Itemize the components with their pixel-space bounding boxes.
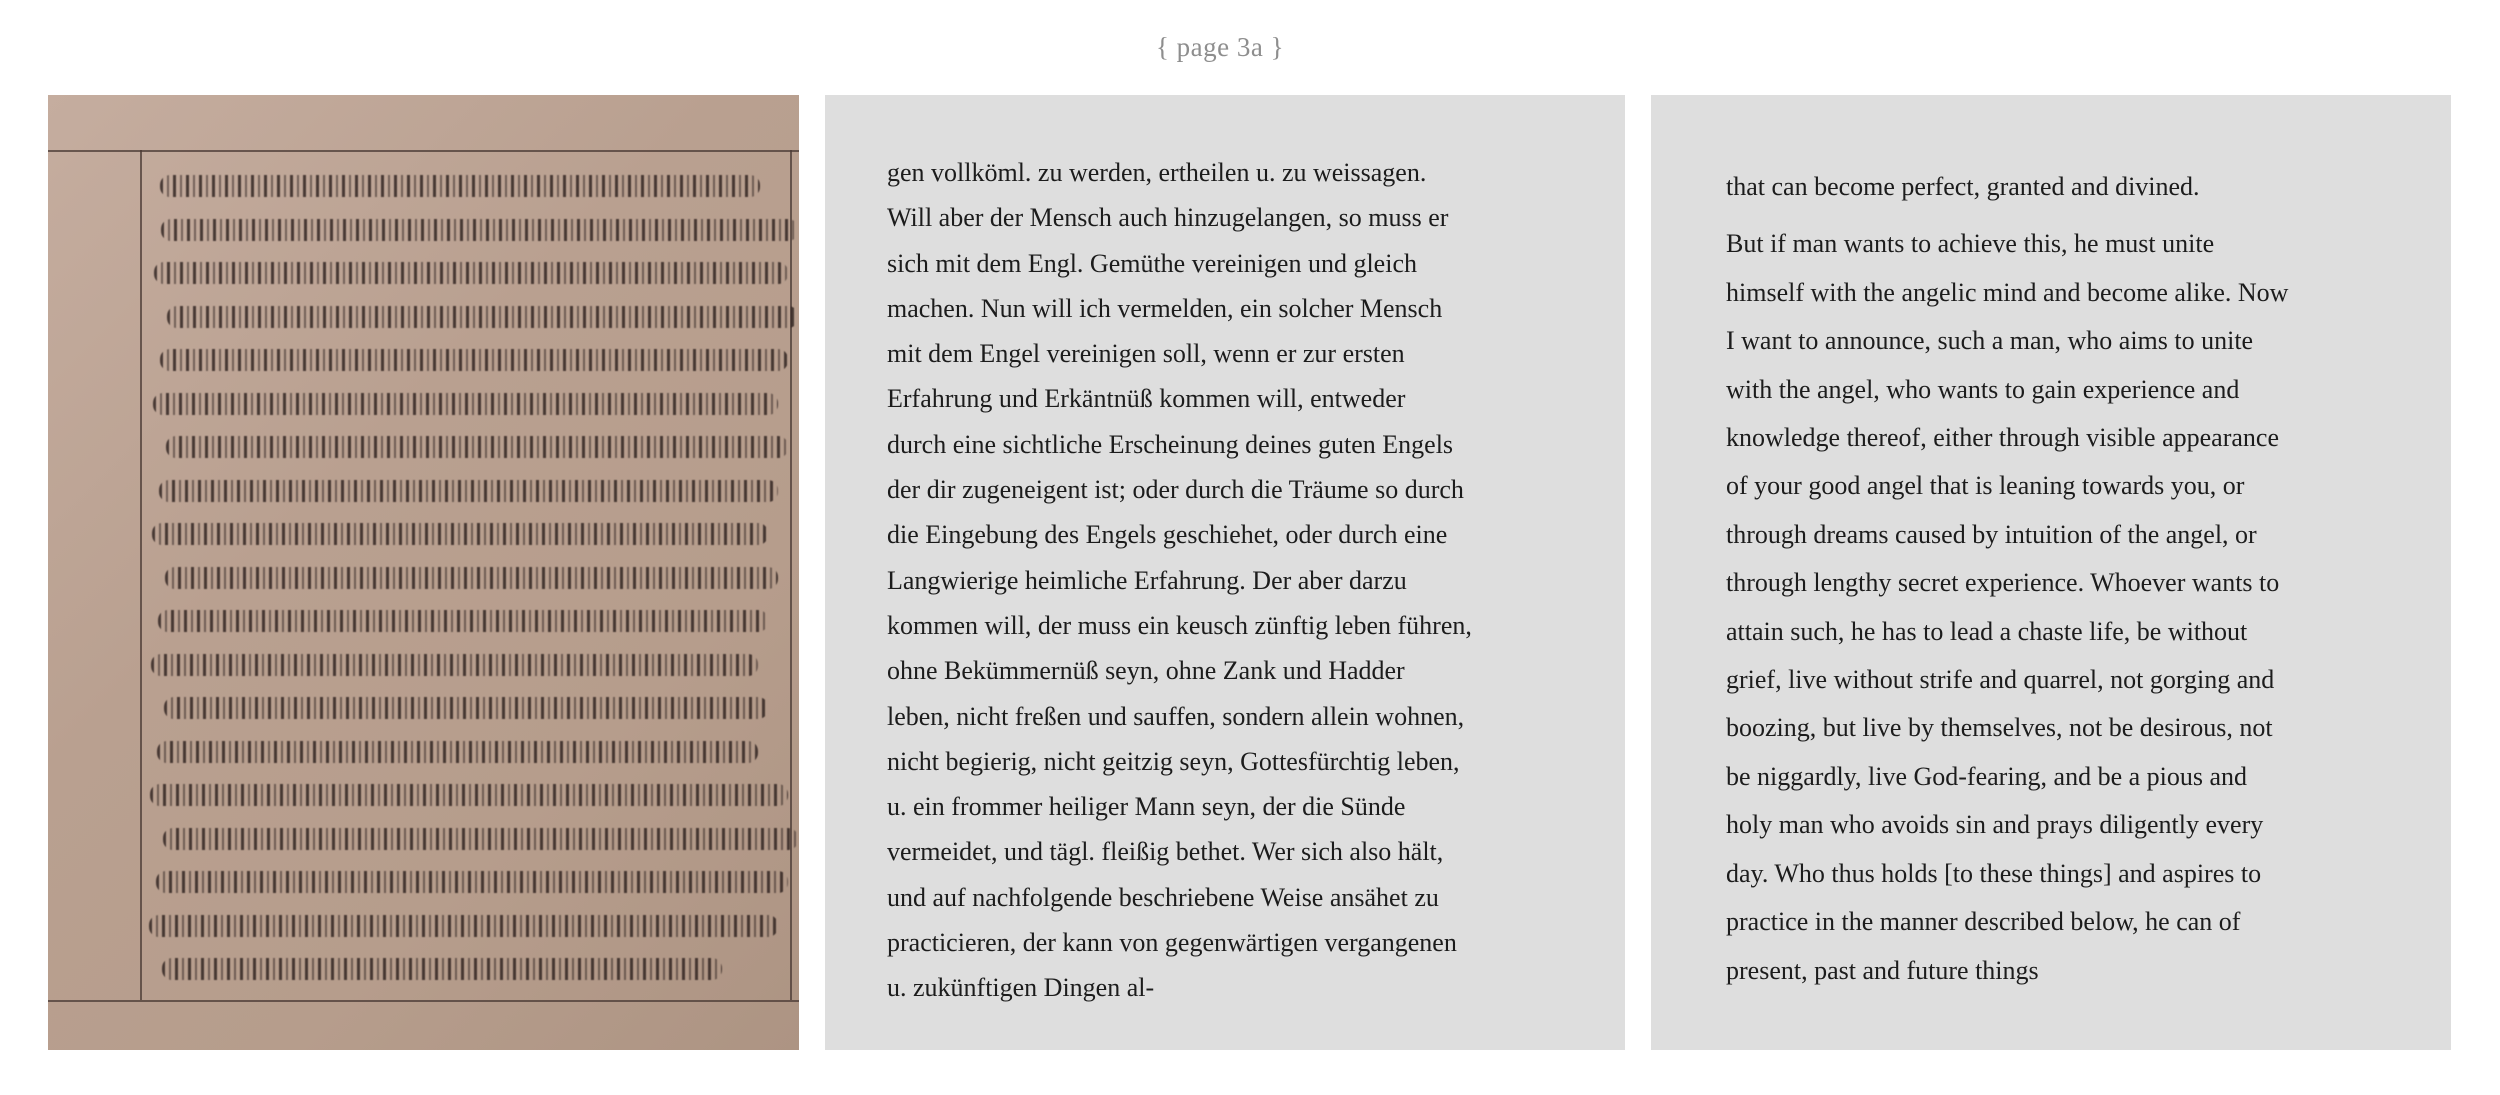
german-line: sich mit dem Engl. Gemüthe vereinigen und gleich <box>887 248 1417 278</box>
english-line: grief, live without strife and quarrel, not gorging and <box>1726 665 2275 695</box>
german-transcription-text <box>887 150 1563 1011</box>
german-line: nicht begierig, nicht geitzig seyn, Gottesfürchtig leben, <box>887 746 1460 776</box>
german-line: u. zukünftigen Dingen al- <box>887 973 1155 1003</box>
handwriting-stroke <box>157 741 758 763</box>
english-line: be niggardly, live God-fearing, and be a pious and <box>1726 761 2248 791</box>
english-translation-panel <box>1651 95 2451 1050</box>
english-line: through dreams caused by intuition of the angel, or <box>1726 519 2257 549</box>
german-line: ohne Bekümmernüß seyn, ohne Zank und Hadder <box>887 656 1405 686</box>
handwriting-stroke <box>163 828 798 850</box>
german-line: mit dem Engel vereinigen soll, wenn er zur ersten <box>887 339 1405 369</box>
handwriting-stroke <box>164 697 768 719</box>
german-line: Will aber der Mensch auch hinzugelangen, so muss er <box>887 203 1449 233</box>
german-line: leben, nicht freßen und sauffen, sondern allein wohnen, <box>887 701 1465 731</box>
english-line: holy man who avoids sin and prays diligently every <box>1726 810 2264 840</box>
english-line: attain such, he has to lead a chaste life, be without <box>1726 616 2248 646</box>
handwriting-stroke <box>160 175 760 197</box>
english-first-line: that can become perfect, granted and divined. <box>1726 172 2200 201</box>
german-line: machen. Nun will ich vermelden, ein solcher Mensch <box>887 293 1443 323</box>
handwriting-stroke <box>153 393 778 415</box>
handwriting-stroke <box>162 958 722 980</box>
handwriting-stroke <box>154 262 788 284</box>
handwriting-stroke <box>149 915 778 937</box>
manuscript-rule-right <box>790 150 792 1000</box>
english-line: of your good angel that is leaning towards you, or <box>1726 471 2245 501</box>
handwriting-stroke <box>160 349 788 371</box>
manuscript-rule-bottom <box>48 1000 799 1002</box>
english-line: himself with the angelic mind and become alike. Now <box>1726 277 2289 307</box>
english-line: with the angel, who wants to gain experience and <box>1726 374 2240 404</box>
manuscript-rule-top <box>48 150 799 152</box>
handwriting-stroke <box>158 610 768 632</box>
english-line: through lengthy secret experience. Whoever wants to <box>1726 568 2280 598</box>
german-line: u. ein frommer heiliger Mann seyn, der die Sünde <box>887 792 1406 822</box>
english-line: practice in the manner described below, he can of <box>1726 907 2241 937</box>
handwriting-stroke <box>150 784 788 806</box>
english-line: boozing, but live by themselves, not be desirous, not <box>1726 713 2273 743</box>
handwriting-stroke <box>159 480 778 502</box>
english-line: But if man wants to achieve this, he must unite <box>1726 229 2215 259</box>
german-line: kommen will, der muss ein keusch zünftig leben führen, <box>887 610 1472 640</box>
english-line: I want to announce, such a man, who aims to unite <box>1726 326 2254 356</box>
handwriting-stroke <box>152 523 768 545</box>
manuscript-rule-left <box>140 150 142 1000</box>
german-transcription-panel <box>825 95 1625 1050</box>
german-line: und auf nachfolgende beschriebene Weise ansähet zu <box>887 882 1439 912</box>
german-line: vermeidet, und tägl. fleißig bethet. Wer sich also hält, <box>887 837 1444 867</box>
page-label: { page 3a } <box>1155 32 1285 62</box>
german-line: Erfahrung und Erkäntnüß kommen will, entweder <box>887 384 1406 414</box>
handwriting-stroke <box>156 871 788 893</box>
english-line: knowledge thereof, either through visible appearance <box>1726 423 2279 453</box>
handwriting-stroke <box>166 436 788 458</box>
handwriting-stroke <box>151 654 758 676</box>
english-translation-text <box>1726 220 2376 995</box>
german-line: der dir zugeneigent ist; oder durch die Träume so durch <box>887 475 1464 505</box>
handwriting-stroke <box>167 306 798 328</box>
english-line: present, past and future things <box>1726 955 2039 985</box>
german-line: gen vollköml. zu werden, ertheilen u. zu weissagen. <box>887 158 1427 187</box>
handwriting-stroke <box>161 219 798 241</box>
english-line: day. Who thus holds [to these things] and aspires to <box>1726 858 2262 888</box>
handwriting-stroke <box>165 567 778 589</box>
german-line: die Eingebung des Engels geschiehet, oder durch eine <box>887 520 1448 550</box>
german-line: practicieren, der kann von gegenwärtigen vergangenen <box>887 928 1457 958</box>
german-line: durch eine sichtliche Erscheinung deines guten Engels <box>887 429 1454 459</box>
manuscript-scan-image <box>48 95 799 1050</box>
german-line: Langwierige heimliche Erfahrung. Der aber darzu <box>887 565 1407 595</box>
